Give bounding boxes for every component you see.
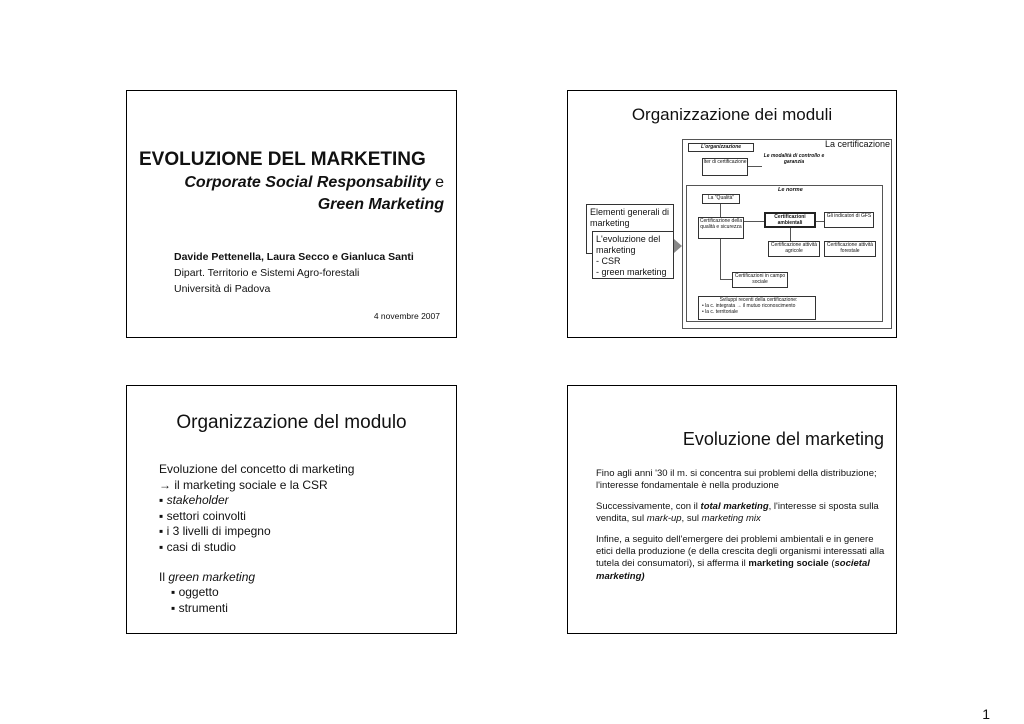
indicatori-box: Gli indicatori di GFS [824,212,874,228]
csr-item: - CSR [596,256,621,266]
slide1-authors-block [174,249,414,297]
list-item: ▪ casi di studio [159,539,236,554]
cert-agricole-box: Certificazione attività agricole [768,241,820,257]
paragraph: Fino agli anni '30 il m. si concentra sui problemi della distribuzione; l'interesse fondamentale è nella produzione [596,468,877,492]
norme-label: Le norme [778,187,803,193]
slide1-subtitle: Corporate Social Responsability e [184,174,444,191]
evoluzione-label: L'evoluzione del marketing [596,234,661,255]
list-item: Il green marketing [159,569,256,584]
connector [720,204,721,217]
qualita-box: La "Qualità" [702,194,740,204]
page-number: 1 [982,706,990,722]
connector [748,166,762,167]
slide3-list [159,462,354,616]
list-item: ▪ stakeholder [159,493,229,508]
sviluppi-box [698,296,816,320]
slide1-subtitle-line2: Green Marketing [317,196,444,213]
modalita-label: Le modalità di controllo e garanzia [762,153,826,179]
evoluzione-box [592,231,674,279]
list-item: → il marketing sociale e la CSR [159,477,328,492]
list-item: ▪ settori coinvolti [159,508,246,523]
organizzazione-box: L'organizzazione [688,143,754,152]
certificazione-label: La certificazione [824,139,890,149]
iter-box: Iter di certificazione [702,158,748,176]
sviluppi-item: • la c. integrata → il mutuo riconoscimento [702,303,796,309]
cert-ambientali-box: Certificazioni ambientali [764,212,816,228]
department: Dipart. Territorio e Sistemi Agro-forestali [174,267,360,279]
slide2-title: Organizzazione dei moduli [631,105,833,124]
slide3-title: Organizzazione del modulo [176,412,407,433]
list-item: ▪ i 3 livelli di impegno [159,524,271,539]
cert-forestali-box: Certificazione attività forestale [824,241,876,257]
slide4-title: Evoluzione del marketing [682,429,884,449]
sviluppi-item: • la c. territoriale [702,309,738,315]
cert-sociale-box: Certificazioni in campo sociale [732,272,788,288]
connector [720,279,732,280]
elementi-box: Elementi generali di marketing [586,204,674,254]
slide-evoluzione-marketing [567,385,897,634]
sviluppi-title: Sviluppi recenti della certificazione: [719,297,798,303]
list-item: Evoluzione del concetto di marketing [159,462,355,476]
paragraph: Successivamente, con il total marketing, l'interesse si sposta sulla vendita, sul mark-up, sul marketing mix [596,501,879,525]
authors: Davide Pettenella, Laura Secco e Gianluca Santi [174,251,414,263]
date: 4 novembre 2007 [373,311,440,321]
paragraph: Infine, a seguito dell'emergere dei problemi ambientali e in genere etici della produzione (e della crescita degli organismi interessati alla tutela dei consumatori), si afferma il marketing sociale (societal marketing) [596,534,885,582]
connector [744,221,764,222]
slide1-title: EVOLUZIONE DEL MARKETING [139,149,426,170]
list-item: ▪ strumenti [171,600,228,615]
slide-title [126,90,457,338]
university: Università di Padova [174,283,271,295]
arrow-right-icon [674,239,682,253]
connector [720,239,721,279]
list-item: ▪ oggetto [171,585,219,600]
slide-organizzazione-moduli [567,90,897,338]
green-item: - green marketing [596,267,667,277]
connector [790,228,791,241]
slide-organizzazione-modulo [126,385,457,634]
connector [816,221,824,222]
cert-qualita-box: Certificazione della qualità e sicurezza [698,217,744,239]
